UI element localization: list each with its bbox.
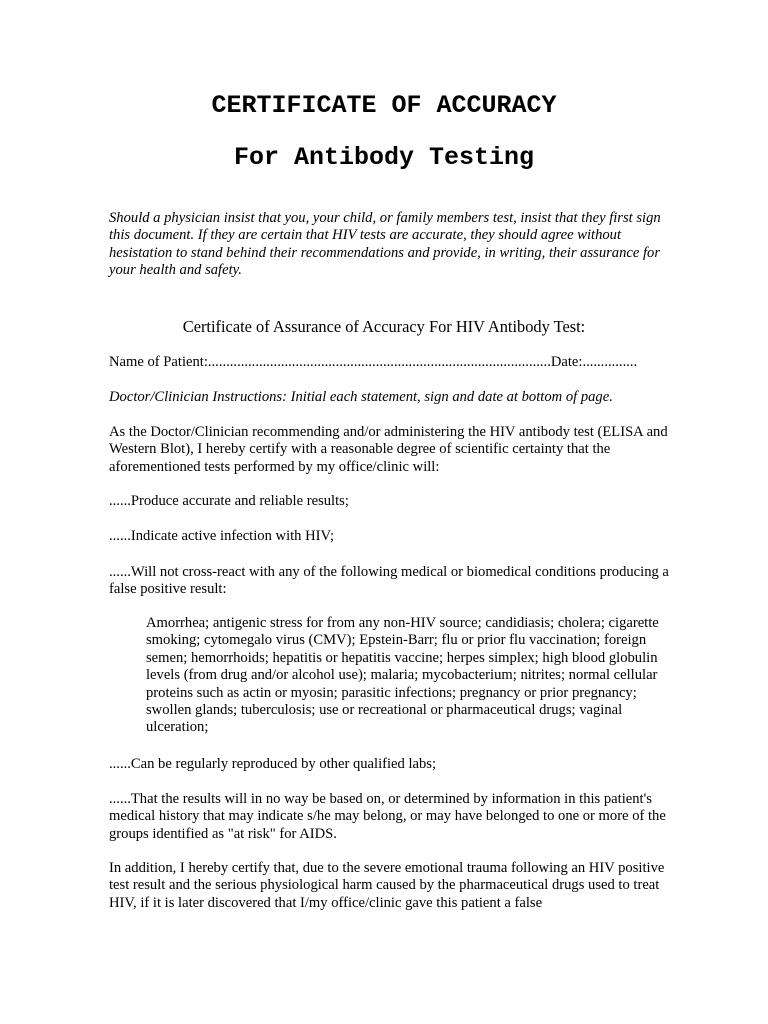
document-title: CERTIFICATE OF ACCURACY — [211, 91, 557, 120]
statement-item: ......Produce accurate and reliable results; — [109, 493, 349, 509]
additional-certification-paragraph: In addition, I hereby certify that, due to the severe emotional trauma following an HIV positive test result and the serious physiological harm caused by the pharmaceutical drugs used to treat HIV, if it is later discovered that I/my office/clinic gave this patient a false — [109, 860, 665, 911]
statement-item: ......Can be regularly reproduced by other qualified labs; — [109, 756, 437, 772]
section-heading: Certificate of Assurance of Accuracy For HIV Antibody Test: — [182, 317, 586, 336]
intro-paragraph: Should a physician insist that you, your child, or family members test, insist that they first sign this document. If they are certain that HIV tests are accurate, they should agree without hesistation to stand behind their recommendations and provide, in writing, their assurance for your health and safety. — [109, 210, 661, 279]
clinician-instructions: Doctor/Clinician Instructions: Initial each statement, sign and date at bottom of page. — [109, 389, 613, 405]
patient-name-date-line: Name of Patient:..............................................................................................Date:............... — [109, 354, 638, 370]
statement-item: ......That the results will in no way be based on, or determined by information in this patient's medical history that may indicate s/he may belong, or may have belonged to one or more of the groups identified as "at risk" for AIDS. — [109, 791, 666, 842]
certification-paragraph: As the Doctor/Clinician recommending and/or administering the HIV antibody test (ELISA and Western Blot), I hereby certify with a reasonable degree of scientific certainty that the aforementioned tests performed by my office/clinic will: — [109, 424, 668, 475]
conditions-list: Amorrhea; antigenic stress for from any non-HIV source; candidiasis; cholera; cigarette smoking; cytomegalo virus (CMV); Epstein-Barr; flu or prior flu vaccination; foreign semen; hemorrhoids; hepatitis or hepatitis vaccine; herpes simplex; high blood globulin levels (from drug and/or alcohol use); malaria; mycobacterium; nitrites; normal cellular proteins such as actin or myosin; parasitic infections; pregnancy or prior pregnancy; swollen glands; tuberculosis; use or recreational or pharmaceutical drugs; vaginal ulceration; — [146, 615, 659, 736]
document-subtitle: For Antibody Testing — [233, 143, 535, 172]
statement-item: ......Will not cross-react with any of the following medical or biomedical conditions producing a false positive result: — [109, 564, 669, 598]
statement-item: ......Indicate active infection with HIV; — [109, 528, 335, 544]
